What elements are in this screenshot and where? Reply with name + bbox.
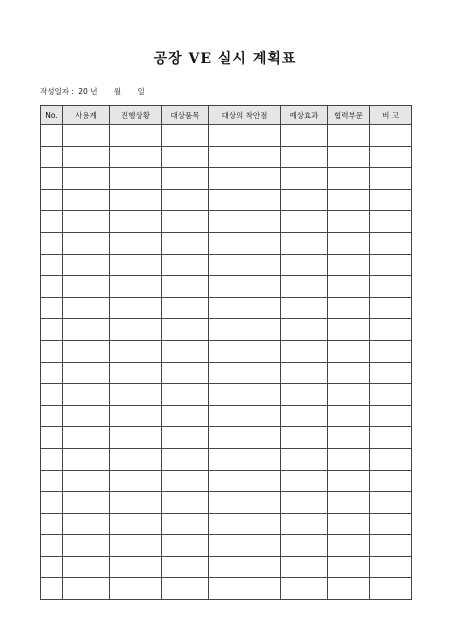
table-cell xyxy=(110,513,162,535)
table-cell xyxy=(209,146,281,168)
table-cell xyxy=(162,168,209,190)
table-row xyxy=(41,448,412,470)
table-cell xyxy=(162,470,209,492)
table-cell xyxy=(370,492,412,514)
table-cell xyxy=(328,340,370,362)
table-cell xyxy=(110,384,162,406)
date-day: 일 xyxy=(137,87,145,96)
table-cell xyxy=(209,405,281,427)
table-cell xyxy=(328,211,370,233)
table-cell xyxy=(63,211,110,233)
table-cell xyxy=(370,535,412,557)
table-cell xyxy=(281,578,328,600)
table-row xyxy=(41,125,412,147)
table-row xyxy=(41,319,412,341)
table-cell xyxy=(63,384,110,406)
header-no: No. xyxy=(41,106,63,125)
table-cell xyxy=(209,578,281,600)
table-cell xyxy=(209,276,281,298)
table-cell xyxy=(370,125,412,147)
table-cell xyxy=(328,535,370,557)
table-row xyxy=(41,189,412,211)
table-cell xyxy=(162,556,209,578)
table-cell xyxy=(162,405,209,427)
table-cell xyxy=(370,297,412,319)
table-cell xyxy=(63,427,110,449)
table-cell xyxy=(63,535,110,557)
table-cell xyxy=(41,146,63,168)
table-cell xyxy=(281,556,328,578)
table-cell xyxy=(370,211,412,233)
table-cell xyxy=(63,146,110,168)
table-cell xyxy=(209,362,281,384)
table-cell xyxy=(110,362,162,384)
table-cell xyxy=(370,276,412,298)
table-cell xyxy=(209,427,281,449)
date-line xyxy=(40,87,145,97)
table-cell xyxy=(281,168,328,190)
table-cell xyxy=(209,254,281,276)
table-cell xyxy=(41,405,63,427)
table-cell xyxy=(162,513,209,535)
table-cell xyxy=(370,362,412,384)
table-cell xyxy=(328,427,370,449)
table-cell xyxy=(328,362,370,384)
table-cell xyxy=(63,189,110,211)
table-cell xyxy=(41,578,63,600)
table-row xyxy=(41,470,412,492)
table-cell xyxy=(110,189,162,211)
table-cell xyxy=(328,578,370,600)
table-row xyxy=(41,492,412,514)
table-cell xyxy=(209,125,281,147)
table-cell xyxy=(370,189,412,211)
table-cell xyxy=(63,405,110,427)
table-row xyxy=(41,362,412,384)
table-cell xyxy=(41,168,63,190)
table-cell xyxy=(370,384,412,406)
table-cell xyxy=(162,384,209,406)
table-cell xyxy=(110,492,162,514)
table-row xyxy=(41,405,412,427)
table-cell xyxy=(162,146,209,168)
table-cell xyxy=(162,254,209,276)
document-title: 공장 VE 실시 계획표 xyxy=(153,51,297,67)
table-body xyxy=(41,125,412,600)
table-cell xyxy=(281,513,328,535)
table-cell xyxy=(41,125,63,147)
table-cell xyxy=(110,470,162,492)
table-row xyxy=(41,254,412,276)
header-remarks: 비 고 xyxy=(370,106,412,125)
table-cell xyxy=(370,513,412,535)
table-cell xyxy=(41,362,63,384)
table-row xyxy=(41,297,412,319)
table-row xyxy=(41,513,412,535)
table-cell xyxy=(281,297,328,319)
table-cell xyxy=(370,578,412,600)
table-cell xyxy=(162,448,209,470)
table-cell xyxy=(110,535,162,557)
table-row xyxy=(41,211,412,233)
table-cell xyxy=(41,319,63,341)
table-cell xyxy=(370,405,412,427)
table-cell xyxy=(41,384,63,406)
table-cell xyxy=(328,125,370,147)
table-cell xyxy=(110,319,162,341)
table-cell xyxy=(370,319,412,341)
table-cell xyxy=(162,362,209,384)
table-cell xyxy=(162,232,209,254)
table-cell xyxy=(110,125,162,147)
table-cell xyxy=(370,448,412,470)
table-cell xyxy=(281,319,328,341)
table-cell xyxy=(281,232,328,254)
table-cell xyxy=(209,297,281,319)
table-cell xyxy=(370,146,412,168)
table-cell xyxy=(209,470,281,492)
table-cell xyxy=(281,427,328,449)
table-cell xyxy=(63,125,110,147)
table-cell xyxy=(281,276,328,298)
table-cell xyxy=(63,513,110,535)
table-cell xyxy=(63,470,110,492)
table-cell xyxy=(328,513,370,535)
header-progress: 진행상황 xyxy=(110,106,162,125)
table-cell xyxy=(281,384,328,406)
table-cell xyxy=(41,232,63,254)
table-cell xyxy=(162,427,209,449)
header-cooperating-dept: 협력부문 xyxy=(328,106,370,125)
table-cell xyxy=(209,319,281,341)
table-cell xyxy=(63,556,110,578)
table-cell xyxy=(110,232,162,254)
table-cell xyxy=(209,340,281,362)
table-cell xyxy=(281,254,328,276)
table-cell xyxy=(162,211,209,233)
table-cell xyxy=(162,578,209,600)
table-cell xyxy=(41,254,63,276)
plan-table xyxy=(40,105,412,600)
table-row xyxy=(41,535,412,557)
table-cell xyxy=(41,535,63,557)
table-cell xyxy=(162,492,209,514)
table-row xyxy=(41,146,412,168)
table-cell xyxy=(63,168,110,190)
table-row xyxy=(41,232,412,254)
table-cell xyxy=(209,535,281,557)
table-cell xyxy=(41,189,63,211)
table-row xyxy=(41,427,412,449)
table-cell xyxy=(41,340,63,362)
table-cell xyxy=(209,556,281,578)
table-cell xyxy=(110,578,162,600)
table-cell xyxy=(162,125,209,147)
table-row xyxy=(41,276,412,298)
table-cell xyxy=(41,470,63,492)
table-cell xyxy=(281,211,328,233)
table-cell xyxy=(41,211,63,233)
table-cell xyxy=(328,276,370,298)
table-cell xyxy=(63,578,110,600)
table-cell xyxy=(63,254,110,276)
table-cell xyxy=(281,340,328,362)
table-cell xyxy=(110,146,162,168)
table-cell xyxy=(162,297,209,319)
table-cell xyxy=(41,492,63,514)
table-cell xyxy=(41,556,63,578)
table-cell xyxy=(110,254,162,276)
table-cell xyxy=(63,362,110,384)
table-row xyxy=(41,556,412,578)
table-cell xyxy=(370,470,412,492)
table-cell xyxy=(328,384,370,406)
table-cell xyxy=(162,189,209,211)
table-cell xyxy=(281,470,328,492)
table-cell xyxy=(110,297,162,319)
table-cell xyxy=(209,384,281,406)
table-cell xyxy=(209,513,281,535)
table-cell xyxy=(162,276,209,298)
table-cell xyxy=(281,362,328,384)
table-cell xyxy=(370,232,412,254)
table-cell xyxy=(328,297,370,319)
table-cell xyxy=(328,405,370,427)
table-cell xyxy=(63,492,110,514)
table-cell xyxy=(110,211,162,233)
date-year: 20 년 xyxy=(78,87,98,96)
table-cell xyxy=(328,168,370,190)
table-cell xyxy=(209,448,281,470)
table-cell xyxy=(110,556,162,578)
header-user: 사용계 xyxy=(63,106,110,125)
table-cell xyxy=(328,556,370,578)
table-cell xyxy=(370,254,412,276)
table-cell xyxy=(328,232,370,254)
table-cell xyxy=(63,448,110,470)
header-focus-point: 대상의 착안점 xyxy=(209,106,281,125)
table-cell xyxy=(110,448,162,470)
table-cell xyxy=(41,448,63,470)
header-expected-effect: 예상효과 xyxy=(281,106,328,125)
table-cell xyxy=(41,427,63,449)
header-target-item: 대상품목 xyxy=(162,106,209,125)
table-row xyxy=(41,578,412,600)
table-cell xyxy=(209,492,281,514)
table-cell xyxy=(209,189,281,211)
table-cell xyxy=(209,211,281,233)
date-month: 월 xyxy=(113,87,122,96)
table-cell xyxy=(110,276,162,298)
table-cell xyxy=(110,168,162,190)
table-cell xyxy=(110,340,162,362)
table-cell xyxy=(328,189,370,211)
table-cell xyxy=(281,146,328,168)
table-cell xyxy=(110,405,162,427)
header-row xyxy=(41,106,412,125)
table-cell xyxy=(41,276,63,298)
table-cell xyxy=(370,340,412,362)
table-cell xyxy=(162,340,209,362)
table-cell xyxy=(328,448,370,470)
table-cell xyxy=(162,319,209,341)
table-cell xyxy=(328,319,370,341)
table-row xyxy=(41,168,412,190)
table-cell xyxy=(328,146,370,168)
table-cell xyxy=(370,427,412,449)
table-cell xyxy=(281,189,328,211)
table-cell xyxy=(281,448,328,470)
table-cell xyxy=(63,276,110,298)
table-cell xyxy=(281,405,328,427)
table-cell xyxy=(63,340,110,362)
table-cell xyxy=(370,556,412,578)
table-cell xyxy=(63,319,110,341)
table-cell xyxy=(281,125,328,147)
table-cell xyxy=(63,232,110,254)
table-cell xyxy=(41,513,63,535)
table-row xyxy=(41,340,412,362)
table-cell xyxy=(209,232,281,254)
table-row xyxy=(41,384,412,406)
table-cell xyxy=(328,492,370,514)
table-cell xyxy=(370,168,412,190)
table-cell xyxy=(41,297,63,319)
date-label: 작성일자 : xyxy=(40,87,74,96)
table-cell xyxy=(209,168,281,190)
table-cell xyxy=(281,535,328,557)
table-cell xyxy=(110,427,162,449)
table-cell xyxy=(63,297,110,319)
table-cell xyxy=(328,254,370,276)
table-cell xyxy=(281,492,328,514)
table-cell xyxy=(162,535,209,557)
table-cell xyxy=(328,470,370,492)
